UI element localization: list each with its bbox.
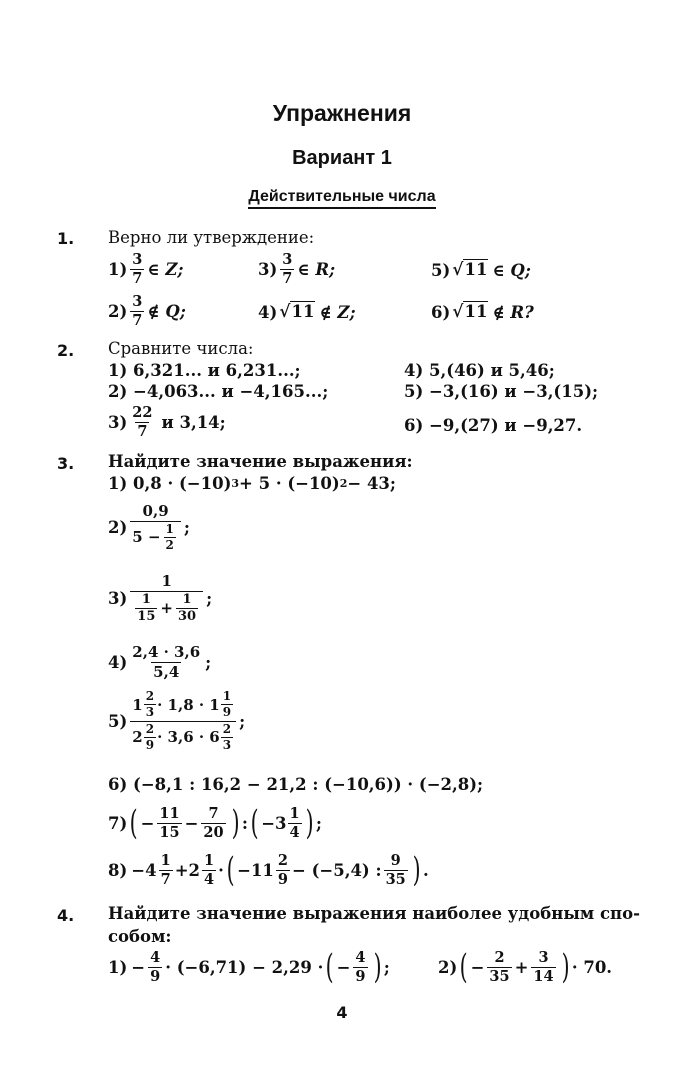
exercise-2-item-2: 2) −4,063... и −4,165...; [108, 382, 329, 401]
exercise-3-number: 3. [57, 454, 75, 473]
exercise-2-number: 2. [57, 341, 75, 360]
exercise-2-item-5: 5) −3,(16) и −3,(15); [404, 382, 599, 401]
exercise-1-item-4: 4) √11 ∉ Z; [258, 302, 356, 322]
exercise-1-item-2: 2) $\frac{3}{7}$ ∉ Q; [108, 293, 186, 330]
page-number: 4 [336, 1003, 348, 1022]
exercise-4-item-2: 2) ( − $\frac{2}{35}$ + $\frac{3}{14}$ ) · 70. [438, 947, 613, 988]
exercise-1-item-1: 1) $\frac{3}{7}$ ∈ Z; [108, 251, 184, 288]
exercise-3-item-4: 4) $\frac{2,4 \cdot 3,6}{5,4}$ ; [108, 643, 212, 681]
exercise-2-item-1: 1) 6,321... и 6,231...; [108, 361, 301, 380]
exercise-2-item-6: 6) −9,(27) и −9,27. [404, 416, 583, 435]
exercise-3-item-6: 6) (−8,1 : 16,2 − 21,2 : (−10,6)) · (−2,8); [108, 775, 484, 794]
page-title: Упражнения [272, 100, 412, 126]
exercise-2-prompt: Сравните числа: [108, 339, 254, 358]
exercise-3-item-2: 2) 0,9 5 − $\frac{1}{2}$ ; [108, 502, 190, 553]
exercise-1-item-3: 3) $\frac{3}{7}$ ∈ R; [258, 251, 336, 288]
exercise-1-number: 1. [57, 229, 75, 248]
section-heading: Действительные числа [0, 188, 684, 206]
exercise-2-item-3: 3) $\frac{22}{7}$ и 3,14; [108, 404, 226, 441]
exercise-2-item-4: 4) 5,(46) и 5,46; [404, 361, 555, 380]
exercise-3-item-3: 3) 1 $\frac{1}{15}$ + $\frac{1}{30}$ ; [108, 572, 213, 625]
exercise-1-prompt: Верно ли утверждение: [108, 228, 315, 247]
exercise-4-prompt-line-1: Найдите значение выражения наиболее удобным спо- [108, 904, 640, 923]
exercise-4-number: 4. [57, 906, 75, 925]
exercise-1-item-5: 5) √11 ∈ Q; [431, 260, 531, 280]
exercise-3-item-1: 1) 0,8 · (−10) 3 + 5 · (−10) 2 − 43; [108, 474, 396, 493]
exercise-3-item-8: 8) − 4 $\frac{1}{7}$ + 2 $\frac{1}{4}$ · ( − 11 $\frac{2}{9}$ − (−5,4) : $\frac{9}{35}$ ) . [108, 850, 429, 891]
exercise-4-item-1: 1) − $\frac{4}{9}$ · (−6,71) − 2,29 · ( − $\frac{4}{9}$ ) ; [108, 947, 390, 988]
exercise-1-item-6: 6) √11 ∉ R? [431, 302, 534, 322]
exercise-3-prompt: Найдите значение выражения: [108, 452, 413, 471]
exercise-4-prompt-line-2: собом: [108, 927, 172, 946]
variant-heading: Вариант 1 [292, 147, 392, 169]
exercise-3-item-7: 7) ( − $\frac{11}{15}$ − $\frac{7}{20}$ ) : ( − 3 $\frac{1}{4}$ ) ; [108, 803, 322, 844]
exercise-3-item-5: 5) 1 $\frac{2}{3}$ · 1,8 · 1 $\frac{1}{9}$ 2 $\frac{2}{9}$ · 3,6 · 6 $\frac{2}{3}$ ; [108, 689, 246, 753]
